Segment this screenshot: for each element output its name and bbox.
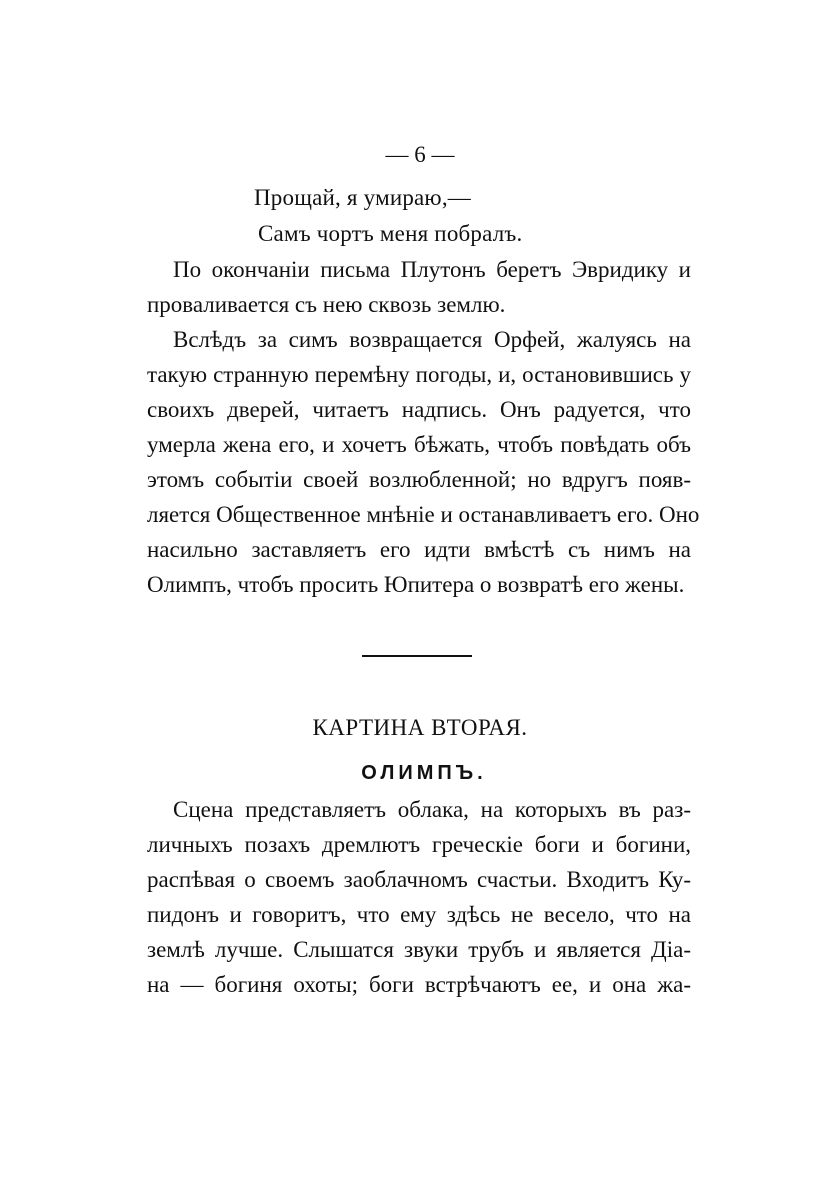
paragraph-line: умерла жена его, и хочетъ бѣжать, чтобъ повѣдать объ — [147, 432, 691, 457]
paragraph-line: этомъ событіи своей возлюбленной; но вдругъ появ- — [147, 467, 691, 492]
paragraph-line: Олимпъ, чтобъ просить Юпитера о возвратѣ его жены. — [147, 572, 685, 597]
verse-line: Самъ чортъ меня побралъ. — [258, 221, 523, 246]
paragraph-line: землѣ лучше. Слышатся звуки трубъ и является Діа- — [147, 937, 691, 962]
paragraph-line: Вслѣдъ за симъ возвращается Орфей, жалуясь на — [173, 327, 691, 352]
paragraph-line: ляется Общественное мнѣніе и останавливаетъ его. Оно — [147, 502, 700, 527]
paragraph-line: проваливается съ нею сквозь землю. — [147, 292, 506, 317]
page-number: — 6 — — [385, 142, 455, 167]
paragraph-line: Сцена представляетъ облака, на которыхъ въ раз- — [173, 797, 691, 822]
paragraph-line: По окончаніи письма Плутонъ беретъ Эвридику и — [173, 257, 691, 282]
paragraph-line: личныхъ позахъ дремлютъ греческіе боги и богини, — [147, 832, 691, 857]
paragraph-line: такую странную перемѣну погоды, и, остановившись у — [147, 362, 691, 387]
verse-line: Прощай, я умираю,— — [254, 185, 471, 210]
section-divider — [362, 655, 472, 657]
section-subtitle: ОЛИМПЪ. — [361, 762, 487, 784]
paragraph-line: насильно заставляетъ его идти вмѣстѣ съ нимъ на — [147, 537, 691, 562]
section-title: КАРТИНА ВТОРАЯ. — [312, 715, 528, 740]
paragraph-line: распѣвая о своемъ заоблачномъ счастьи. Входитъ Ку- — [147, 867, 691, 892]
paragraph-line: пидонъ и говоритъ, что ему здѣсь не весело, что на — [147, 902, 691, 927]
paragraph-line: на — богиня охоты; боги встрѣчаютъ ее, и она жа- — [147, 972, 691, 997]
paragraph-line: своихъ дверей, читаетъ надпись. Онъ радуется, что — [147, 397, 691, 422]
